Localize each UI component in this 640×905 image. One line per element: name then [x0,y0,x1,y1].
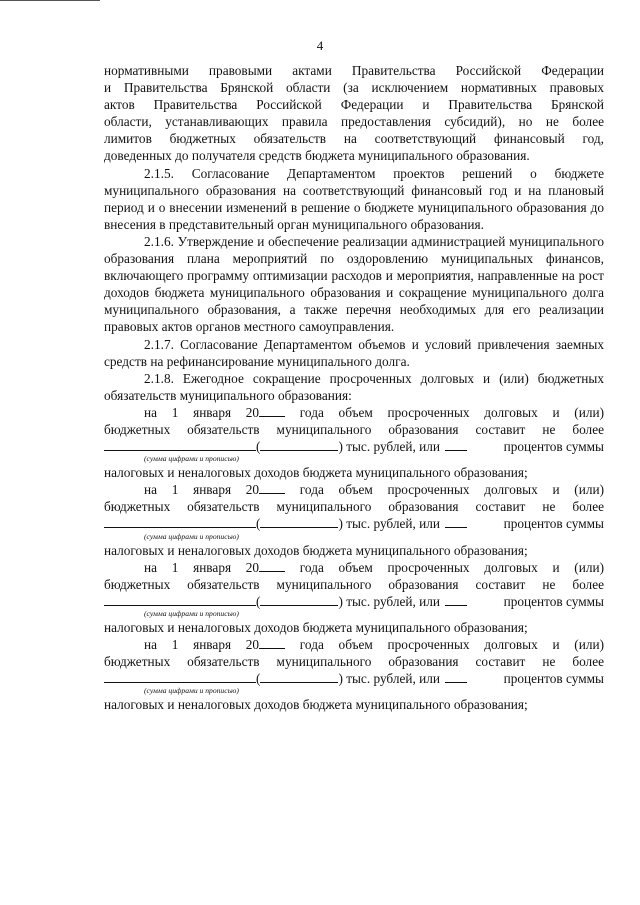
percent-blank[interactable] [445,670,467,683]
paren-open: ( [256,516,261,532]
sum-line [104,593,604,610]
thousand-rubles-text: ) тыс. рублей, или [338,593,441,609]
debt-line-start: на 1 января 20 [144,559,260,575]
thousand-rubles-text: ) тыс. рублей, или [338,671,441,687]
sum-words-blank[interactable] [260,593,338,606]
debt-line-start: на 1 января 20 [144,637,260,652]
thousand-rubles-text: ) тыс. рублей, или [338,439,441,455]
sum-line [104,515,604,532]
percent-text: процентов суммы [503,516,604,532]
sum-note: (сумма цифрами и прописью) [144,608,239,618]
sum-line [104,670,604,687]
debt-line-end: года объем просроченных долговых и (или) [285,404,605,420]
clause-2-1-5: 2.1.5. Согласование Департаментом проектов решений о бюджете муниципального образования на соответствующий финансовый год и на плановый период и о внесении изменений в решение о бюджете муниципального образования до внесения в представительный орган муниципального образования. [104,165,604,232]
debt-line [104,404,604,421]
paragraph-line: актов Правительства Российской Федерации и Правительства Брянской [104,97,604,113]
sum-note: (сумма цифрами и прописью) [144,686,239,696]
tail-line: налоговых и неналоговых доходов бюджета муниципального образования; [104,619,528,635]
clause-2-1-7: 2.1.7. Согласование Департаментом объемов и условий привлечения заемных средств на рефинансирование муниципального долга. [104,336,604,369]
debt-line [104,636,604,653]
percent-text: процентов суммы [503,439,604,455]
sum-words-blank[interactable] [260,515,338,528]
thousand-rubles-text: ) тыс. рублей, или [338,516,441,532]
tail-line: налоговых и неналоговых доходов бюджета муниципального образования; [104,697,528,713]
debt-line [104,559,604,576]
sum-note: (сумма цифрами и прописью) [144,531,239,541]
top-rule [0,0,100,1]
paren-open: ( [256,671,261,687]
percent-text: процентов суммы [503,671,604,687]
year-blank[interactable] [259,559,285,572]
clause-2-1-8: 2.1.8. Ежегодное сокращение просроченных долговых и (или) бюджетных обязательств муниципального образования: [104,370,604,403]
tail-line: налоговых и неналоговых доходов бюджета муниципального образования; [104,465,528,481]
paragraph-line: доведенных до получателя средств бюджета муниципального образования. [104,148,530,164]
year-blank[interactable] [259,404,285,417]
year-blank[interactable] [259,481,285,494]
debt-line-start: на 1 января 20 [144,404,260,420]
sum-blank[interactable] [104,438,256,451]
sum-words-blank[interactable] [260,438,338,451]
paren-open: ( [256,593,261,609]
clause-2-1-6: 2.1.6. Утверждение и обеспечение реализации администрацией муниципального образования плана мероприятий по оздоровлению муниципальных финансов, включающего программу оптимизации расходов и мероприятия, направленные на рост доходов бюджета муниципального образования и сокращение муниципального долга муниципального образования, а также перечня необходимых для его реализации правовых актов органов местного самоуправления. [104,233,604,335]
tail-line: налоговых и неналоговых доходов бюджета муниципального образования; [104,542,528,558]
year-blank[interactable] [259,636,285,649]
debt-line-end: года объем просроченных долговых и (или) [285,637,605,652]
document-body [104,62,604,713]
sum-line [104,438,604,455]
paragraph-line: и Правительства Брянской области (за исключением нормативных правовых [104,80,604,96]
percent-blank[interactable] [445,515,467,528]
sum-blank[interactable] [104,515,256,528]
sum-blank[interactable] [104,670,256,683]
percent-blank[interactable] [445,438,467,451]
obligation-line: бюджетных обязательств муниципального образования составит не более [104,499,604,515]
obligation-line: бюджетных обязательств муниципального образования составит не более [104,421,604,437]
sum-note: (сумма цифрами и прописью) [144,454,239,464]
percent-blank[interactable] [445,593,467,606]
debt-line-start: на 1 января 20 [144,482,260,498]
paragraph-line: нормативными правовыми актами Правительства Российской Федерации [104,63,604,78]
paren-open: ( [256,439,261,455]
debt-line-end: года объем просроченных долговых и (или) [285,482,605,498]
debt-line [104,481,604,498]
debt-line-end: года объем просроченных долговых и (или) [285,559,605,575]
paragraph-line: лимитов бюджетных обязательств на соответствующий финансовый год, [104,131,604,147]
page-number: 4 [316,38,324,53]
obligation-line: бюджетных обязательств муниципального образования составит не более [104,654,604,670]
paragraph-line: области, устанавливающих правила предоставления субсидий), но не более [104,114,604,130]
sum-words-blank[interactable] [260,670,338,683]
percent-text: процентов суммы [503,593,604,609]
obligation-line: бюджетных обязательств муниципального образования составит не более [104,576,604,592]
sum-blank[interactable] [104,593,256,606]
